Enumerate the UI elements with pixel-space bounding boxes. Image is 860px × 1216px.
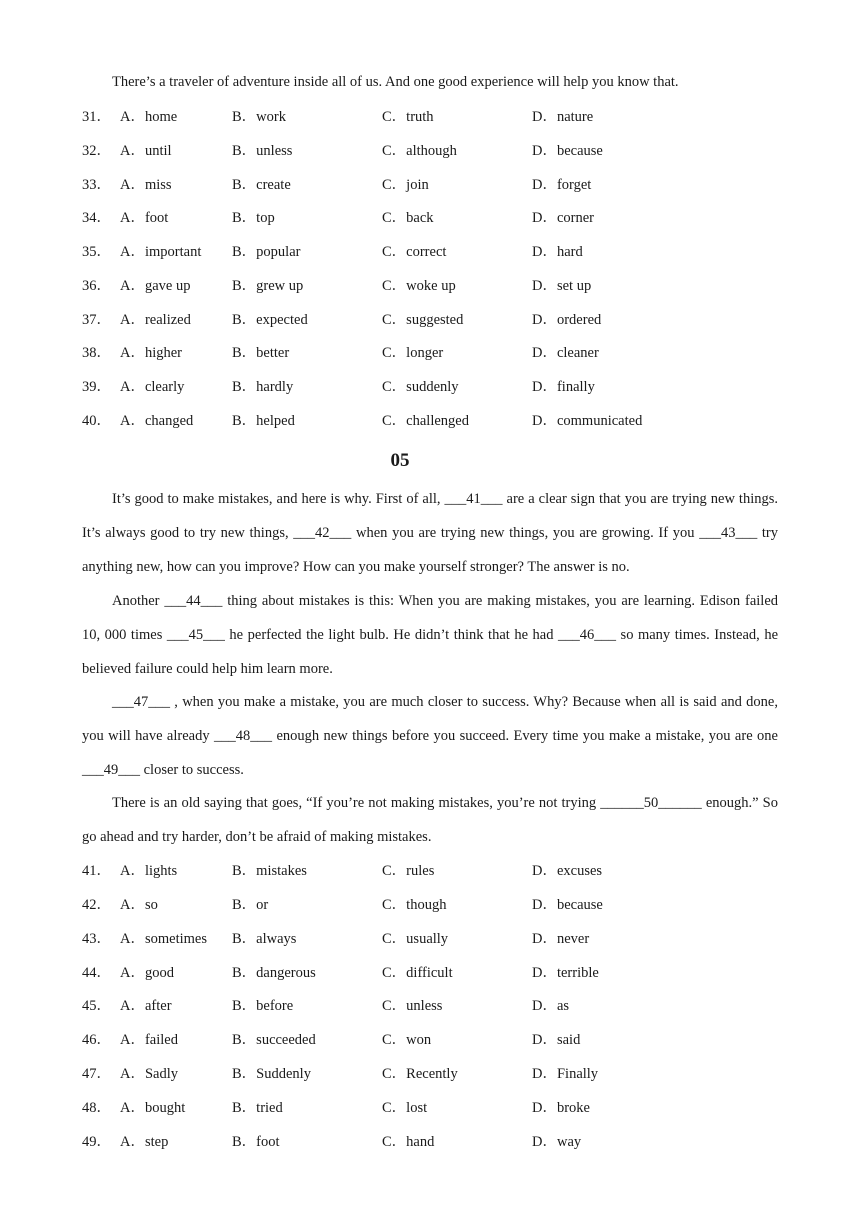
option-c: C．usually — [382, 931, 449, 947]
option-d: D．ordered — [532, 312, 602, 328]
option-c: C．difficult — [382, 965, 453, 981]
question-row-46 — [82, 1030, 782, 1050]
option-b: B．Suddenly — [232, 1066, 311, 1082]
option-a: A．step — [120, 1134, 169, 1150]
option-a: A．home — [120, 109, 178, 125]
question-row-36 — [82, 276, 782, 296]
option-d: D．hard — [532, 244, 583, 260]
question-number: 44． — [82, 965, 111, 981]
option-b: B．dangerous — [232, 965, 316, 981]
option-d: D．as — [532, 998, 570, 1014]
question-row-34 — [82, 208, 782, 228]
option-a: A．Sadly — [120, 1066, 178, 1082]
option-c: C．though — [382, 897, 447, 913]
passage-paragraph-3: ___47___ , when you make a mistake, you are much closer to success. Why? Because when all is said and done, you will have already ___48___ enough new things before you succeed. Every time you make a mistake, you are one ___49___ closer to success. — [82, 694, 778, 778]
option-d: D．broke — [532, 1100, 590, 1116]
option-b: B．helped — [232, 413, 295, 429]
option-d: D．finally — [532, 379, 595, 395]
option-c: C．won — [382, 1032, 432, 1048]
option-d: D．terrible — [532, 965, 599, 981]
option-c: C．lost — [382, 1100, 428, 1116]
question-number: 39． — [82, 379, 111, 395]
option-a: A．after — [120, 998, 172, 1014]
option-b: B．grew up — [232, 278, 304, 294]
question-number: 40． — [82, 413, 111, 429]
question-row-37 — [82, 310, 782, 330]
option-b: B．top — [232, 210, 275, 226]
question-row-31 — [82, 107, 782, 127]
option-b: B．before — [232, 998, 294, 1014]
option-c: C．suggested — [382, 312, 464, 328]
option-b: B．work — [232, 109, 286, 125]
option-a: A．gave up — [120, 278, 191, 294]
question-number: 33． — [82, 177, 111, 193]
option-a: A．failed — [120, 1032, 178, 1048]
option-b: B．or — [232, 897, 269, 913]
option-d: D．cleaner — [532, 345, 599, 361]
option-b: B．unless — [232, 143, 293, 159]
question-number: 38． — [82, 345, 111, 361]
option-b: B．hardly — [232, 379, 294, 395]
question-number: 47． — [82, 1066, 111, 1082]
option-a: A．miss — [120, 177, 172, 193]
question-number: 43． — [82, 931, 111, 947]
question-number: 34． — [82, 210, 111, 226]
question-number: 42． — [82, 897, 111, 913]
passage-paragraph-1: It’s good to make mistakes, and here is why. First of all, ___41___ are a clear sign that you are trying new things. It’s always good to try new things, ___42___ when you are trying new things, you are growing. If you ___43___ try anything new, how can you improve? How can you make yourself stronger? The answer is no. — [82, 491, 778, 575]
option-b: B．foot — [232, 1134, 280, 1150]
option-a: A．changed — [120, 413, 194, 429]
question-row-42 — [82, 895, 782, 915]
option-a: A．clearly — [120, 379, 185, 395]
option-c: C．Recently — [382, 1066, 458, 1082]
option-b: B．popular — [232, 244, 301, 260]
option-a: A．lights — [120, 863, 178, 879]
option-c: C．longer — [382, 345, 444, 361]
question-number: 41． — [82, 863, 111, 879]
question-number: 36． — [82, 278, 111, 294]
option-c: C．challenged — [382, 413, 469, 429]
option-b: B．always — [232, 931, 297, 947]
question-row-32 — [82, 141, 782, 161]
option-a: A．important — [120, 244, 202, 260]
option-c: C．correct — [382, 244, 447, 260]
question-number: 35． — [82, 244, 111, 260]
question-row-41 — [82, 861, 782, 881]
option-d: D．forget — [532, 177, 592, 193]
option-d: D．corner — [532, 210, 595, 226]
question-number: 31． — [82, 109, 111, 125]
question-number: 48． — [82, 1100, 111, 1116]
question-row-40 — [82, 411, 782, 431]
option-a: A．realized — [120, 312, 191, 328]
question-number: 49． — [82, 1134, 111, 1150]
question-number: 37． — [82, 312, 111, 328]
question-row-33 — [82, 175, 782, 195]
option-d: D．never — [532, 931, 590, 947]
option-d: D．excuses — [532, 863, 603, 879]
question-number: 45． — [82, 998, 111, 1014]
question-number: 46． — [82, 1032, 111, 1048]
option-d: D．said — [532, 1032, 581, 1048]
option-c: C．join — [382, 177, 429, 193]
question-row-45 — [82, 996, 782, 1016]
option-b: B．tried — [232, 1100, 283, 1116]
option-d: D．because — [532, 897, 603, 913]
question-row-43 — [82, 929, 782, 949]
question-row-48 — [82, 1098, 782, 1118]
intro-line: There’s a traveler of adventure inside all of us. And one good experience will help you know that. — [112, 74, 679, 90]
option-d: D．way — [532, 1134, 582, 1150]
option-d: D．Finally — [532, 1066, 599, 1082]
option-b: B．mistakes — [232, 863, 307, 879]
option-a: A．so — [120, 897, 158, 913]
passage-paragraph-2: Another ___44___ thing about mistakes is this: When you are making mistakes, you are learning. Edison failed 10, 000 times ___45___ he perfected the light bulb. He didn’t think that he had ___46___ so many times. Instead, he believed failure could help him learn more. — [82, 593, 778, 677]
option-a: A．higher — [120, 345, 183, 361]
option-b: B．succeeded — [232, 1032, 316, 1048]
option-b: B．create — [232, 177, 291, 193]
question-row-39 — [82, 377, 782, 397]
option-d: D．because — [532, 143, 603, 159]
option-d: D．communicated — [532, 413, 643, 429]
question-row-47 — [82, 1064, 782, 1084]
question-number: 32． — [82, 143, 111, 159]
option-c: C．back — [382, 210, 434, 226]
option-c: C．truth — [382, 109, 434, 125]
question-row-44 — [82, 963, 782, 983]
option-d: D．nature — [532, 109, 594, 125]
option-a: A．bought — [120, 1100, 186, 1116]
question-row-49 — [82, 1132, 782, 1152]
option-a: A．good — [120, 965, 174, 981]
section-heading: 05 — [390, 450, 410, 471]
option-c: C．hand — [382, 1134, 435, 1150]
question-row-35 — [82, 242, 782, 262]
option-c: C．woke up — [382, 278, 456, 294]
option-a: A．until — [120, 143, 172, 159]
option-b: B．expected — [232, 312, 308, 328]
option-c: C．rules — [382, 863, 435, 879]
option-a: A．sometimes — [120, 931, 207, 947]
option-c: C．suddenly — [382, 379, 459, 395]
option-c: C．unless — [382, 998, 443, 1014]
option-c: C．although — [382, 143, 457, 159]
option-b: B．better — [232, 345, 290, 361]
passage-paragraph-4: There is an old saying that goes, “If you’re not making mistakes, you’re not trying ______50______ enough.” So go ahead and try harder, don’t be afraid of making mistakes. — [82, 795, 778, 845]
option-a: A．foot — [120, 210, 169, 226]
option-d: D．set up — [532, 278, 592, 294]
question-row-38 — [82, 343, 782, 363]
